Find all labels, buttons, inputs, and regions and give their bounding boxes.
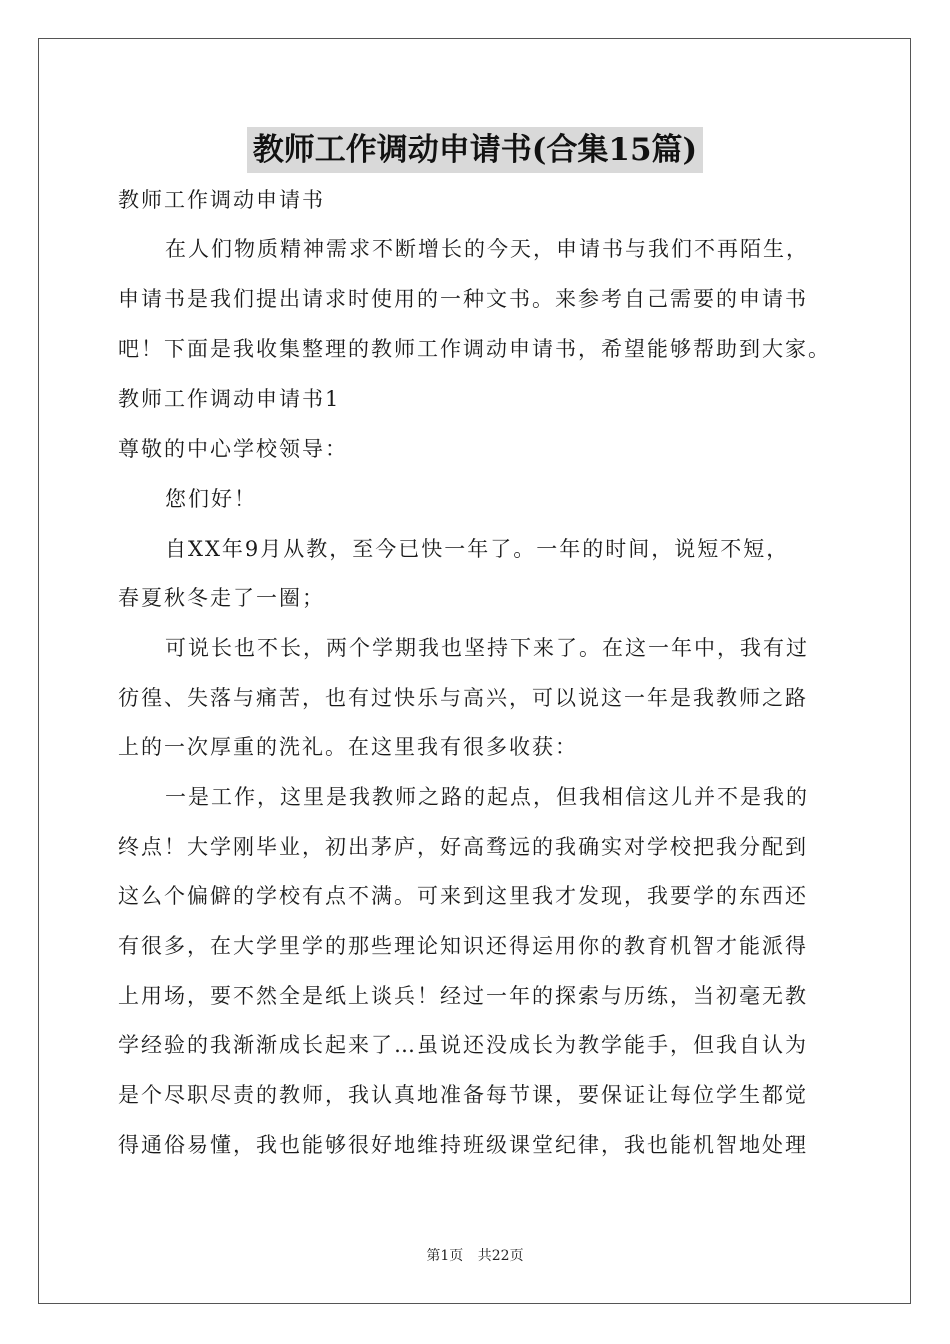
page-border — [38, 38, 911, 1304]
paragraph-line: 是个尽职尽责的教师，我认真地准备每节课，要保证让每位学生都觉 — [118, 1083, 808, 1107]
paragraph-line: 春夏秋冬走了一圈； — [118, 586, 325, 610]
paragraph-line: 终点！大学刚毕业，初出茅庐，好高骛远的我确实对学校把我分配到 — [118, 835, 808, 859]
section-heading: 教师工作调动申请书 — [118, 188, 325, 212]
paragraph-line: 上的一次厚重的洗礼。在这里我有很多收获： — [118, 735, 578, 759]
paragraph-line: 可说长也不长，两个学期我也坚持下来了。在这一年中，我有过 — [165, 636, 809, 660]
paragraph-line: 上用场，要不然全是纸上谈兵！经过一年的探索与历练，当初毫无教 — [118, 984, 808, 1008]
salutation: 尊敬的中心学校领导： — [118, 437, 348, 461]
paragraph-line: 学经验的我渐渐成长起来了…虽说还没成长为教学能手，但我自认为 — [118, 1033, 808, 1057]
page-total: 共22页 — [477, 1248, 524, 1264]
paragraph-line: 彷徨、失落与痛苦，也有过快乐与高兴，可以说这一年是我教师之路 — [118, 686, 808, 710]
page-footer — [0, 1245, 950, 1265]
document-title: 教师工作调动申请书(合集15篇) — [247, 127, 703, 173]
paragraph-line: 自XX年9月从教，至今已快一年了。一年的时间，说短不短， — [165, 537, 790, 561]
paragraph-line: 一是工作，这里是我教师之路的起点，但我相信这儿并不是我的 — [165, 785, 809, 809]
paragraph-line: 得通俗易懂，我也能够很好地维持班级课堂纪律，我也能机智地处理 — [118, 1133, 808, 1157]
page-number: 第1页 — [426, 1248, 464, 1264]
paragraph-line: 吧！下面是我收集整理的教师工作调动申请书，希望能够帮助到大家。 — [118, 337, 831, 361]
paragraph-line: 这么个偏僻的学校有点不满。可来到这里我才发现，我要学的东西还 — [118, 884, 808, 908]
section-heading: 教师工作调动申请书1 — [118, 387, 341, 411]
paragraph-line: 有很多，在大学里学的那些理论知识还得运用你的教育机智才能派得 — [118, 934, 808, 958]
paragraph-line: 申请书是我们提出请求时使用的一种文书。来参考自己需要的申请书 — [118, 287, 808, 311]
title-container — [0, 127, 950, 173]
greeting: 您们好！ — [165, 487, 257, 511]
paragraph-line: 在人们物质精神需求不断增长的今天，申请书与我们不再陌生， — [165, 237, 809, 261]
